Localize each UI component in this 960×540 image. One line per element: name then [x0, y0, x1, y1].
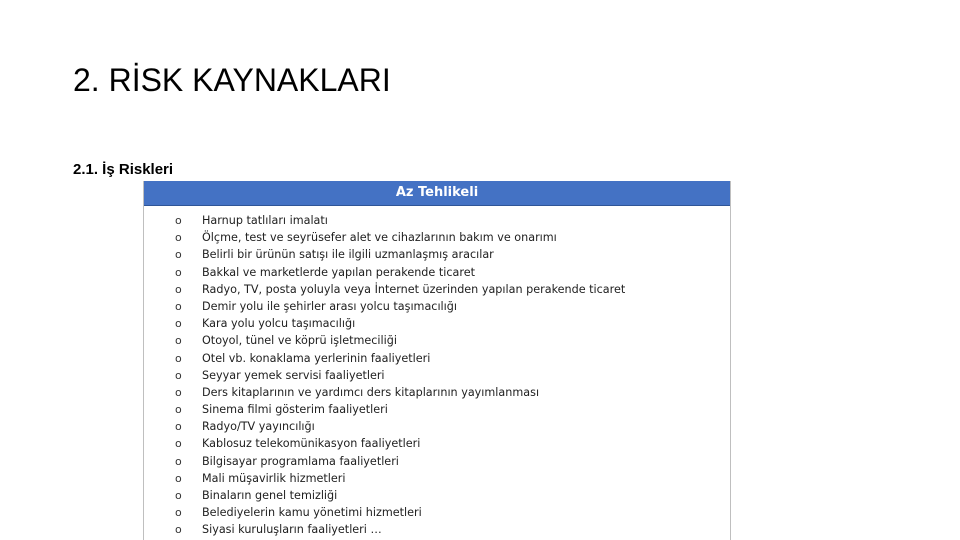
bullet-icon: o	[175, 523, 182, 537]
list-item-text: Ders kitaplarının ve yardımcı ders kitaplarının yayımlanması	[202, 385, 540, 399]
bullet-icon: o	[175, 334, 182, 348]
bullet-icon: o	[175, 317, 182, 331]
list-item-text: Bilgisayar programlama faaliyetleri	[202, 454, 399, 468]
hazard-table	[143, 181, 731, 540]
list-item-text: Seyyar yemek servisi faaliyetleri	[202, 368, 385, 382]
list-item	[144, 521, 730, 538]
list-item-text: Binaların genel temizliği	[202, 489, 338, 502]
list-item-text: Otel vb. konaklama yerlerinin faaliyetleri	[202, 351, 431, 365]
bullet-icon: o	[175, 265, 182, 279]
bullet-icon: o	[175, 368, 182, 382]
bullet-icon: o	[175, 454, 182, 468]
activity-list	[144, 206, 730, 539]
list-item-text: Bakkal ve marketlerde yapılan perakende ticaret	[202, 265, 475, 279]
list-item-text: Kara yolu yolcu taşımacılığı	[202, 317, 356, 331]
bullet-icon: o	[175, 351, 182, 365]
list-item	[144, 298, 730, 315]
list-item-text: Mali müşavirlik hizmetleri	[202, 471, 346, 485]
bullet-icon: o	[175, 282, 182, 296]
list-item-text: Kablosuz telekomünikasyon faaliyetleri	[202, 437, 421, 451]
bullet-icon: o	[175, 403, 182, 417]
bullet-icon: o	[175, 489, 182, 502]
list-item	[144, 504, 730, 521]
list-item	[144, 435, 730, 452]
bullet-icon: o	[175, 299, 182, 313]
list-item	[144, 401, 730, 418]
bullet-icon: o	[175, 437, 182, 451]
list-item	[144, 315, 730, 332]
list-item-text: Demir yolu ile şehirler arası yolcu taşımacılığı	[202, 299, 457, 313]
list-item	[144, 332, 730, 349]
list-item-text: Belirli bir ürünün satışı ile ilgili uzmanlaşmış aracılar	[202, 248, 494, 262]
bullet-icon: o	[175, 471, 182, 485]
list-item	[144, 367, 730, 384]
list-item-text: Harnup tatlıları imalatı	[202, 214, 328, 227]
list-item-text: Siyasi kuruluşların faaliyetleri …	[202, 523, 382, 537]
list-item	[144, 246, 730, 263]
list-item	[144, 470, 730, 487]
list-item	[144, 281, 730, 298]
list-item	[144, 264, 730, 281]
bullet-icon: o	[175, 420, 182, 434]
bullet-icon: o	[175, 506, 182, 520]
slide-title: 2. RİSK KAYNAKLARI	[73, 62, 391, 98]
table-header: Az Tehlikeli	[144, 181, 730, 206]
list-item	[144, 384, 730, 401]
bullet-icon: o	[175, 214, 182, 227]
list-item-text: Radyo, TV, posta yoluyla veya İnternet üzerinden yapılan perakende ticaret	[202, 282, 626, 296]
list-item-text: Otoyol, tünel ve köprü işletmeciliği	[202, 334, 397, 348]
list-item	[144, 350, 730, 367]
list-item	[144, 229, 730, 246]
bullet-icon: o	[175, 385, 182, 399]
list-item-text: Ölçme, test ve seyrüsefer alet ve cihazlarının bakım ve onarımı	[202, 231, 557, 245]
list-item-text: Belediyelerin kamu yönetimi hizmetleri	[202, 506, 422, 520]
section-subtitle: 2.1. İş Riskleri	[73, 161, 174, 178]
bullet-icon: o	[175, 248, 182, 262]
list-item	[144, 487, 730, 504]
list-item	[144, 418, 730, 435]
bullet-icon: o	[175, 231, 182, 245]
list-item-text: Sinema filmi gösterim faaliyetleri	[202, 403, 388, 417]
list-item-text: Radyo/TV yayıncılığı	[202, 420, 315, 434]
list-item	[144, 453, 730, 470]
list-item	[144, 212, 730, 229]
